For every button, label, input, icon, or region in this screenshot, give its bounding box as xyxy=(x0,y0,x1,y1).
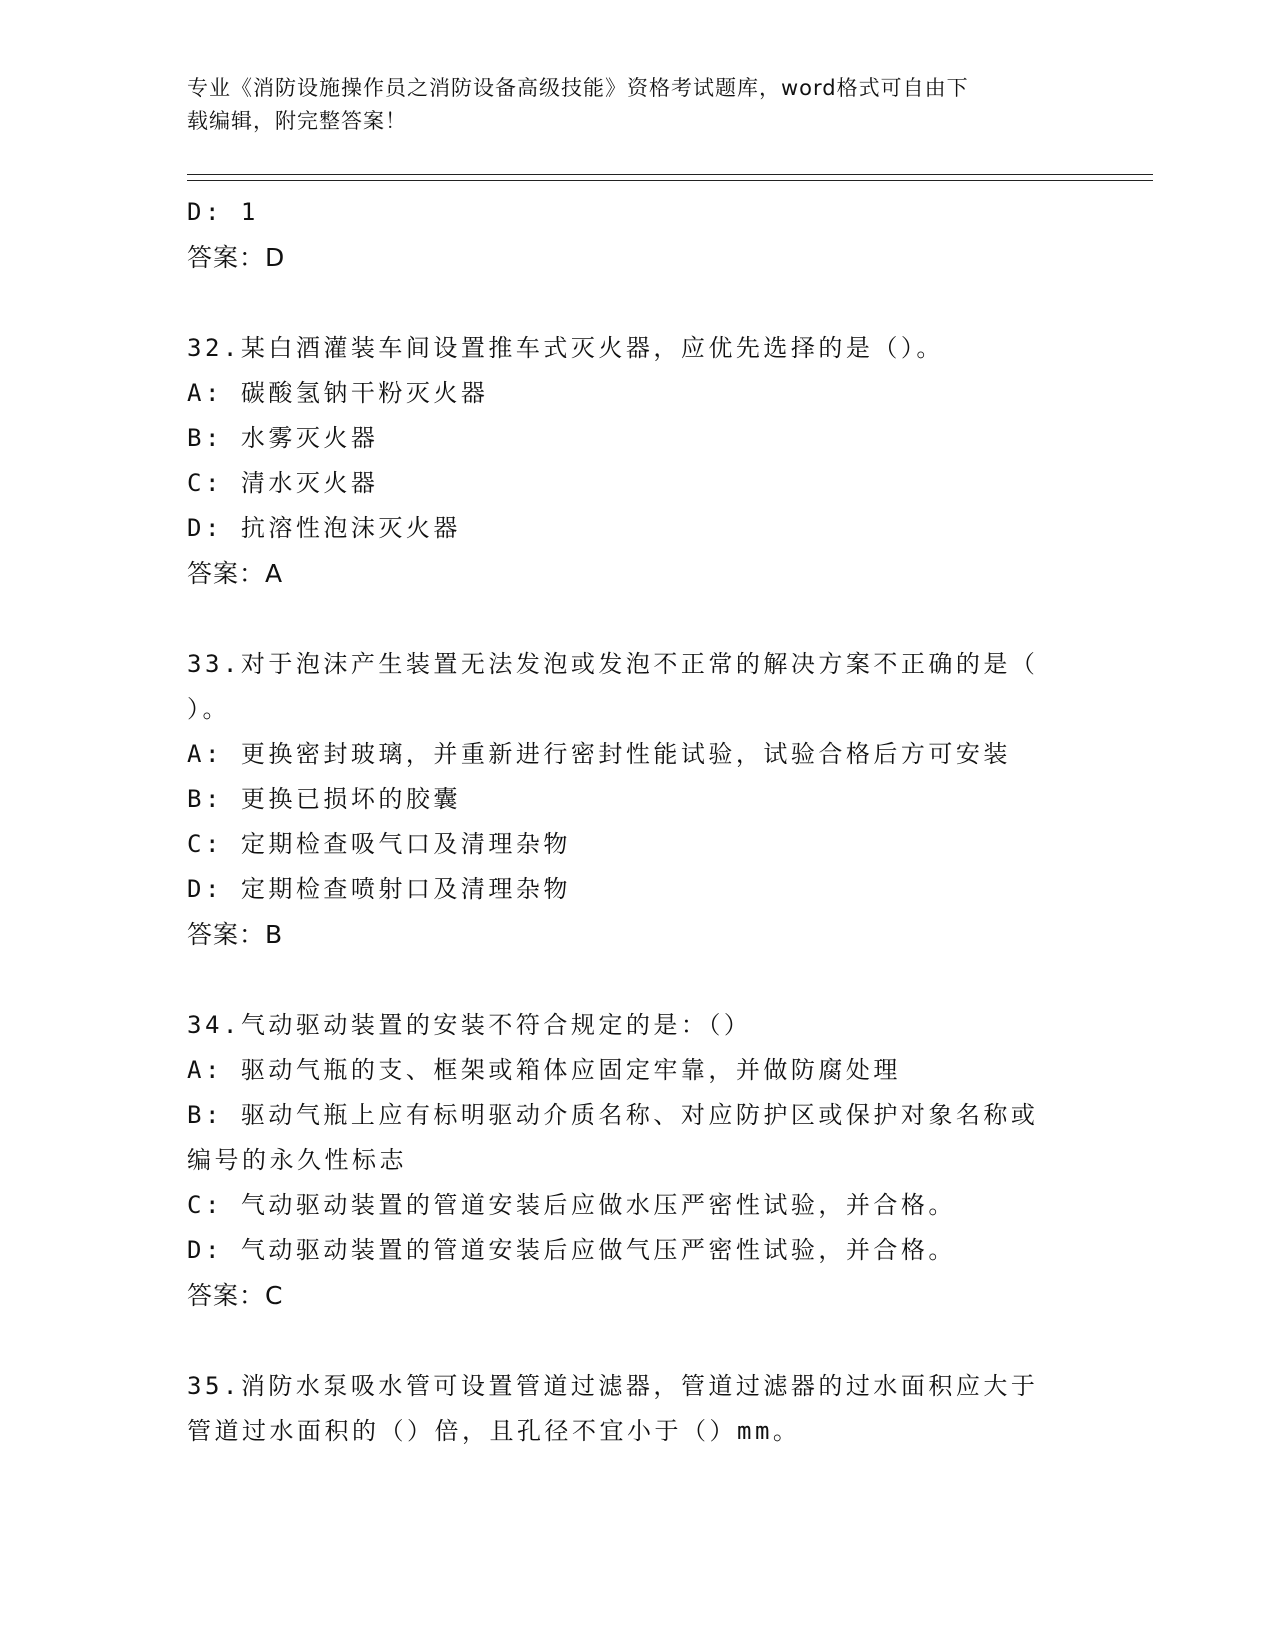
header-line-2: 载编辑，附完整答案！ xyxy=(187,109,407,133)
spacer xyxy=(187,957,1087,1003)
question-content xyxy=(187,190,1087,1454)
question-32 xyxy=(187,326,1087,596)
spacer xyxy=(187,1318,1087,1364)
answer: 答案：B xyxy=(187,920,284,949)
question-stem-line-1: 35.消防水泵吸水管可设置管道过滤器，管道过滤器的过水面积应大于 xyxy=(187,1372,1039,1400)
option-d: D: 定期检查喷射口及清理杂物 xyxy=(187,875,571,903)
option-d: D: 气动驱动装置的管道安装后应做气压严密性试验，并合格。 xyxy=(187,1236,956,1264)
header-divider-top xyxy=(187,174,1153,175)
question-stem-line-2: ）。 xyxy=(187,695,230,723)
option-b-line-1: B: 驱动气瓶上应有标明驱动介质名称、对应防护区或保护对象名称或 xyxy=(187,1101,1039,1129)
question-stem: 34.气动驱动装置的安装不符合规定的是：（） xyxy=(187,1011,752,1039)
prev-answer: 答案：D xyxy=(187,243,286,272)
option-c: C: 定期检查吸气口及清理杂物 xyxy=(187,830,571,858)
option-b: B: 更换已损坏的胶囊 xyxy=(187,785,461,813)
option-b-line-2: 编号的永久性标志 xyxy=(187,1146,407,1174)
spacer xyxy=(187,596,1087,642)
answer: 答案：C xyxy=(187,1281,284,1310)
document-header xyxy=(187,72,1067,138)
question-stem-line-1: 33.对于泡沫产生装置无法发泡或发泡不正常的解决方案不正确的是（ xyxy=(187,650,1039,678)
option-a: A: 驱动气瓶的支、框架或箱体应固定牢靠，并做防腐处理 xyxy=(187,1056,901,1084)
option-a: A: 碳酸氢钠干粉灭火器 xyxy=(187,379,489,407)
header-divider-bottom xyxy=(187,180,1153,181)
prev-option-d: D: 1 xyxy=(187,198,259,226)
option-c: C: 气动驱动装置的管道安装后应做水压严密性试验，并合格。 xyxy=(187,1191,956,1219)
header-line-1: 专业《消防设施操作员之消防设备高级技能》资格考试题库，word格式可自由下 xyxy=(187,76,969,100)
question-stem: 32.某白酒灌装车间设置推车式灭火器，应优先选择的是（）。 xyxy=(187,334,944,362)
option-d: D: 抗溶性泡沫灭火器 xyxy=(187,514,461,542)
question-33 xyxy=(187,642,1087,957)
question-35 xyxy=(187,1364,1087,1454)
option-c: C: 清水灭火器 xyxy=(187,469,379,497)
question-34 xyxy=(187,1003,1087,1318)
answer: 答案：A xyxy=(187,559,284,588)
spacer xyxy=(187,280,1087,326)
question-stem-line-2: 管道过水面积的（）倍，且孔径不宜小于（）mm。 xyxy=(187,1417,801,1445)
option-a: A: 更换密封玻璃，并重新进行密封性能试验，试验合格后方可安装 xyxy=(187,740,1011,768)
option-b: B: 水雾灭火器 xyxy=(187,424,379,452)
